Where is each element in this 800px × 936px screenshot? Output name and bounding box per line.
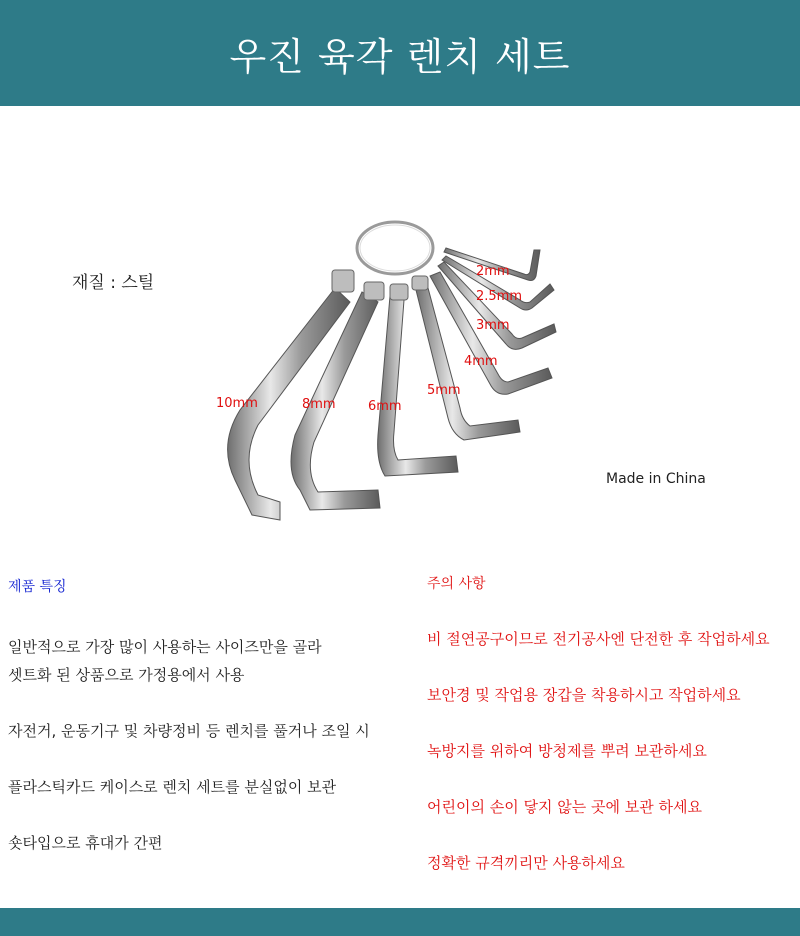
cautions-title: 주의 사항: [427, 576, 486, 592]
footer-bar: [0, 908, 800, 936]
features-title: 제품 특징: [8, 579, 67, 595]
feature-item: [8, 633, 408, 689]
size-label-6mm: 6mm: [368, 399, 402, 414]
feature-item: 자전거, 운동기구 및 차량정비 등 렌치를 풀거나 조일 시: [8, 722, 370, 740]
size-label-10mm: 10mm: [216, 396, 258, 411]
material-text: 재질 : 스틸: [72, 273, 155, 293]
size-label-5mm: 5mm: [427, 383, 461, 398]
made-in-text: Made in China: [606, 471, 706, 487]
caution-item: 녹방지를 위하여 방청제를 뿌려 보관하세요: [427, 742, 707, 760]
size-label-4mm: 4mm: [464, 354, 498, 369]
feature-item: 플라스틱카드 케이스로 렌치 세트를 분실없이 보관: [8, 778, 337, 796]
size-label-2-5mm: 2.5mm: [476, 289, 523, 304]
caution-item: 어린이의 손이 닿지 않는 곳에 보관 하세요: [427, 798, 702, 816]
size-label-8mm: 8mm: [302, 397, 336, 412]
features-section: [8, 576, 408, 885]
feature-text: 일반적으로 가장 많이 사용하는 사이즈만을 골라: [8, 638, 322, 656]
cautions-section: [427, 573, 797, 907]
feature-text: 셋트화 된 상품으로 가정용에서 사용: [8, 666, 245, 684]
size-label-2mm: 2mm: [476, 264, 510, 279]
feature-item: 숏타입으로 휴대가 간편: [8, 834, 163, 852]
header-banner: [0, 0, 800, 106]
hex-key-set-image: [190, 210, 570, 540]
size-label-3mm: 3mm: [476, 318, 510, 333]
caution-item: 보안경 및 작업용 장갑을 착용하시고 작업하세요: [427, 686, 741, 704]
caution-item: 정확한 규격끼리만 사용하세요: [427, 854, 625, 872]
caution-item: 비 절연공구이므로 전기공사엔 단전한 후 작업하세요: [427, 630, 770, 648]
page-title: 우진 육각 렌치 세트: [229, 34, 571, 79]
